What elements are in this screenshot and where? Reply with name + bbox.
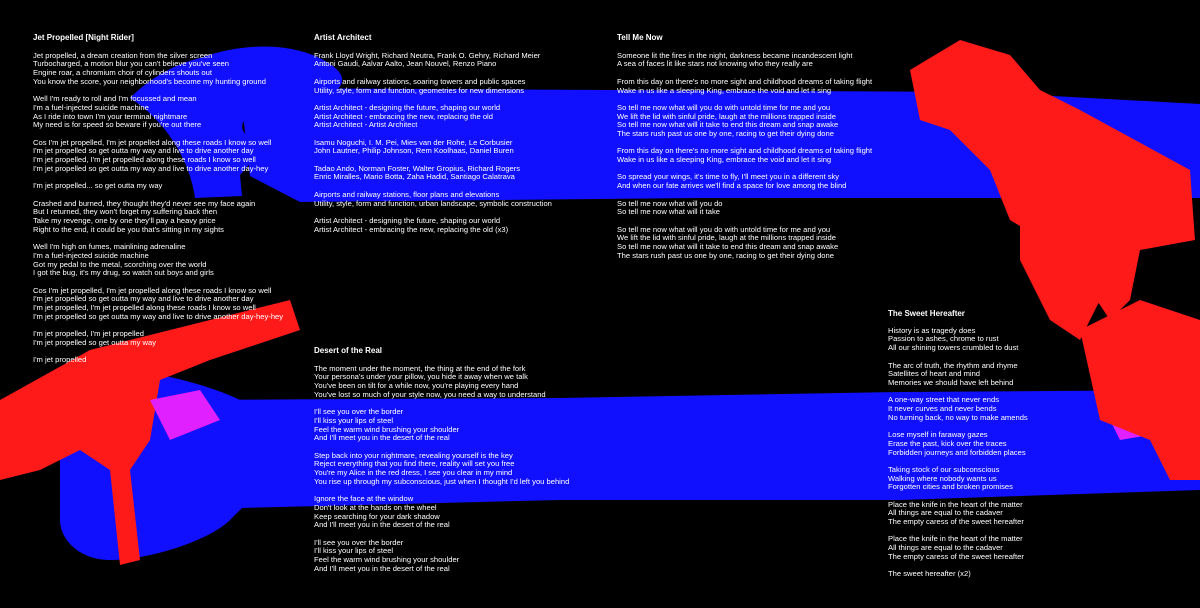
lyric-line: So tell me now what will you do: [617, 198, 723, 208]
song-title: Artist Architect: [314, 33, 372, 42]
lyric-line: John Lautner, Philip Johnson, Rem Koolhaas, Daniel Buren: [314, 146, 514, 156]
lyric-line: Airports and railway stations, soaring towers and public spaces: [314, 76, 526, 86]
lyric-line: Reject everything that you find there, reality will set you free: [314, 459, 515, 469]
lyric-line: Your persona's under your pillow, you hide it away when we talk: [314, 372, 528, 382]
lyric-line: Artist Architect - embracing the new, replacing the old: [314, 111, 493, 121]
lyric-stanza: [314, 139, 552, 156]
song-desert-of-the-real: [314, 347, 569, 582]
lyric-stanza: [33, 330, 283, 347]
lyric-line: Satellites of heart and mind: [888, 369, 981, 379]
lyric-line: So tell me now what will it take: [617, 207, 720, 217]
lyric-line: All our shining towers crumbled to dust: [888, 343, 1019, 353]
lyric-stanza: [888, 327, 1028, 353]
lyric-stanza: [314, 365, 569, 400]
lyric-line: I'm jet propelled, I'm jet propelled: [33, 329, 144, 339]
lyric-line: Lose myself in faraway gazes: [888, 430, 988, 440]
lyric-line: Right to the end, it could be you that's sitting in my sights: [33, 224, 224, 234]
lyric-line: I'll see you over the border: [314, 407, 404, 417]
lyric-line: Got my pedal to the metal, scorching over the world: [33, 259, 207, 269]
lyric-line: I'm a fuel-injected suicide machine: [33, 250, 149, 260]
lyric-stanza: [888, 396, 1028, 422]
lyric-line: I'll kiss your lips of steel: [314, 546, 394, 556]
lyric-line: The empty caress of the sweet hereafter: [888, 517, 1024, 527]
lyric-stanza: [617, 226, 872, 261]
lyric-line: Utility, style, form and function, urban landscape, symbolic construction: [314, 198, 552, 208]
lyric-line: I'm a fuel-injected suicide machine: [33, 102, 149, 112]
lyric-line: Wake in us like a sleeping King, embrace the void and let it sing: [617, 155, 832, 165]
lyric-line: You rise up through my subconscious, just when I thought I'd left you behind: [314, 476, 570, 486]
lyric-line: From this day on there's no more sight and childhood dreams of taking flight: [617, 76, 873, 86]
lyric-stanza: [33, 139, 283, 174]
lyric-stanza: [33, 243, 283, 278]
lyric-line: Antoni Gaudi, Aalvar Aalto, Jean Nouvel, Renzo Piano: [314, 59, 497, 69]
lyric-line: I'm jet propelled so get outta my way and live to drive another day-hey-hey: [33, 311, 284, 321]
lyric-stanza: [617, 200, 872, 217]
lyric-line: And I'll meet you in the desert of the real: [314, 433, 450, 443]
lyric-line: Keep searching for your dark shadow: [314, 511, 440, 521]
lyric-line: So spread your wings, it's time to fly, I'll meet you in a different sky: [617, 172, 840, 182]
song-jet-propelled: [33, 34, 283, 374]
lyric-line: Artist Architect - designing the future, shaping our world: [314, 102, 501, 112]
lyric-line: I'm jet propelled, I'm jet propelled along these roads I know so well: [33, 155, 256, 165]
lyric-stanza: [314, 104, 552, 130]
lyric-stanza: [314, 78, 552, 95]
lyric-stanza: [888, 362, 1028, 388]
lyric-stanza: [33, 182, 283, 191]
lyric-line: Taking stock of our subconscious: [888, 464, 1000, 474]
lyric-line: Someone lit the fires in the night, darkness became incandescent light: [617, 50, 853, 60]
lyric-line: You know the score, your neighborhood's become my hunting ground: [33, 76, 266, 86]
song-title: Jet Propelled [Night Rider]: [33, 33, 134, 42]
lyric-stanza: [617, 173, 872, 190]
lyric-line: My need is for speed so beware if you're out there: [33, 120, 202, 130]
lyric-line: You've lost so much of your style now, you need a way to understand: [314, 389, 546, 399]
lyric-line: I'm jet propelled: [33, 355, 87, 365]
lyric-line: You've been on tilt for a while now, you're playing every hand: [314, 381, 519, 391]
lyric-stanza: [33, 356, 283, 365]
lyric-stanza: [888, 466, 1028, 492]
song-title: Tell Me Now: [617, 33, 663, 42]
lyric-line: Wake in us like a sleeping King, embrace the void and let it sing: [617, 85, 832, 95]
lyric-line: So tell me now what will you do with untold time for me and you: [617, 102, 831, 112]
lyric-line: Place the knife in the heart of the matter: [888, 499, 1023, 509]
lyric-line: But I returned, they won't forget my suffering back then: [33, 207, 218, 217]
lyric-line: And I'll meet you in the desert of the real: [314, 563, 450, 573]
lyric-stanza: [314, 495, 569, 530]
lyric-stanza: [888, 501, 1028, 527]
lyric-line: Feel the warm wind brushing your shoulder: [314, 555, 460, 565]
lyric-line: The empty caress of the sweet hereafter: [888, 551, 1024, 561]
lyric-line: We lift the lid with sinful pride, laugh at the millions trapped inside: [617, 233, 836, 243]
lyric-stanza: [314, 191, 552, 208]
lyric-line: Cos I'm jet propelled, I'm jet propelled along these roads I know so well: [33, 285, 272, 295]
song-the-sweet-hereafter: [888, 310, 1028, 588]
lyric-line: Forgotten cities and broken promises: [888, 482, 1013, 492]
lyric-stanza: [314, 452, 569, 487]
lyric-line: No turning back, no way to make amends: [888, 412, 1028, 422]
lyric-line: Crashed and burned, they thought they'd never see my face again: [33, 198, 256, 208]
lyric-line: I'm jet propelled so get outta my way and live to drive another day-hey: [33, 163, 269, 173]
lyric-line: Walking where nobody wants us: [888, 473, 997, 483]
lyric-stanza: [314, 165, 552, 182]
lyric-line: The stars rush past us one by one, racing to get their dying done: [617, 129, 834, 138]
lyric-line: Ignore the face at the window: [314, 494, 414, 504]
lyric-line: Artist Architect - designing the future, shaping our world: [314, 215, 501, 225]
lyric-line: Jet propelled, a dream creation from the silver screen: [33, 50, 213, 60]
lyric-line: Well I'm ready to roll and I'm focussed and mean: [33, 94, 197, 104]
lyric-line: I'm jet propelled so get outta my way: [33, 337, 157, 347]
lyric-line: I'm jet propelled, I'm jet propelled along these roads I know so well: [33, 303, 256, 312]
lyric-line: Place the knife in the heart of the matter: [888, 534, 1023, 544]
lyric-line: All things are equal to the cadaver: [888, 508, 1003, 518]
lyric-line: Memories we should have left behind: [888, 377, 1014, 387]
lyric-line: Utility, style, form and function, geometries for new dimensions: [314, 85, 525, 95]
lyric-stanza: [314, 539, 569, 574]
lyric-line: So tell me now what will you do with untold time for me and you: [617, 224, 831, 234]
lyric-line: The sweet hereafter (x2): [888, 569, 971, 579]
lyric-stanza: [33, 200, 283, 235]
lyric-line: Forbidden journeys and forbidden places: [888, 447, 1026, 457]
lyric-line: Well I'm high on fumes, mainlining adrenaline: [33, 242, 186, 252]
lyric-line: Artist Architect - embracing the new, replacing the old (x3): [314, 224, 509, 234]
song-title: The Sweet Hereafter: [888, 309, 965, 318]
lyric-stanza: [617, 104, 872, 139]
song-tell-me-now: [617, 34, 872, 269]
lyric-line: The stars rush past us one by one, racing to get their dying done: [617, 250, 834, 260]
lyric-line: Isamu Noguchi, I. M. Pei, Mies van der Rohe, Le Corbusier: [314, 137, 513, 147]
song-artist-architect: [314, 34, 552, 243]
lyric-line: Erase the past, kick over the traces: [888, 438, 1007, 448]
lyric-line: Engine roar, a chromium choir of cylinders shouts out: [33, 68, 212, 78]
lyric-line: I got the bug, it's my drug, so watch out boys and girls: [33, 268, 214, 278]
song-title: Desert of the Real: [314, 346, 383, 355]
lyric-line: Cos I'm jet propelled, I'm jet propelled along these roads I know so well: [33, 137, 272, 147]
lyric-stanza: [314, 408, 569, 443]
lyric-line: Turbocharged, a motion blur you can't believe you've seen: [33, 59, 229, 69]
lyric-line: We lift the lid with sinful pride, laugh at the millions trapped inside: [617, 111, 836, 121]
lyric-line: Feel the warm wind brushing your shoulder: [314, 424, 460, 434]
lyric-line: Tadao Ando, Norman Foster, Walter Gropius, Richard Rogers: [314, 163, 521, 173]
lyric-line: So tell me now what will it take to end this dream and snap awake: [617, 120, 839, 130]
lyric-line: You're my Alice in the red dress, I see you clear in my mind: [314, 468, 513, 478]
lyric-line: It never curves and never bends: [888, 404, 997, 413]
lyric-line: I'm jet propelled so get outta my way and live to drive another day: [33, 146, 254, 156]
lyric-stanza: [888, 570, 1028, 579]
lyric-line: I'm jet propelled... so get outta my way: [33, 181, 163, 191]
lyric-line: The arc of truth, the rhythm and rhyme: [888, 360, 1018, 370]
lyric-line: Airports and railway stations, floor plans and elevations: [314, 189, 500, 199]
lyric-stanza: [617, 52, 872, 69]
lyric-stanza: [314, 217, 552, 234]
lyric-line: History is as tragedy does: [888, 325, 976, 335]
lyric-line: Don't look at the hands on the wheel: [314, 502, 437, 512]
lyric-line: From this day on there's no more sight and childhood dreams of taking flight: [617, 146, 873, 156]
lyric-line: I'll kiss your lips of steel: [314, 415, 394, 425]
lyric-line: I'm jet propelled so get outta my way and live to drive another day: [33, 294, 254, 304]
lyric-stanza: [888, 535, 1028, 561]
lyric-line: A one-way street that never ends: [888, 395, 1000, 405]
lyric-line: The moment under the moment, the thing at the end of the fork: [314, 363, 526, 373]
lyric-line: Artist Architect - Artist Architect: [314, 120, 418, 130]
lyric-line: And when our fate arrives we'll find a space for love among the blind: [617, 181, 847, 191]
lyric-line: And I'll meet you in the desert of the real: [314, 520, 450, 530]
lyric-line: Frank Lloyd Wright, Richard Neutra, Frank O. Gehry, Richard Meier: [314, 50, 541, 60]
lyric-stanza: [33, 287, 283, 322]
lyric-line: Passion to ashes, chrome to rust: [888, 334, 999, 344]
lyric-line: Take my revenge, one by one they'll pay a heavy price: [33, 216, 216, 225]
lyric-stanza: [617, 147, 872, 164]
lyric-line: As I ride into town I'm your terminal nightmare: [33, 111, 188, 121]
lyric-line: A sea of faces lit like stars not knowing who they really are: [617, 59, 813, 69]
lyric-line: So tell me now what will it take to end this dream and snap awake: [617, 242, 839, 252]
lyric-line: Step back into your nightmare, revealing yourself is the key: [314, 450, 513, 460]
lyric-line: Enric Miralles, Mario Botta, Zaha Hadid, Santiago Calatrava: [314, 172, 515, 182]
lyric-stanza: [33, 52, 283, 87]
lyric-stanza: [314, 52, 552, 69]
lyric-line: All things are equal to the cadaver: [888, 543, 1003, 553]
lyric-stanza: [617, 78, 872, 95]
lyric-stanza: [33, 95, 283, 130]
lyric-line: I'll see you over the border: [314, 537, 404, 547]
lyric-stanza: [888, 431, 1028, 457]
